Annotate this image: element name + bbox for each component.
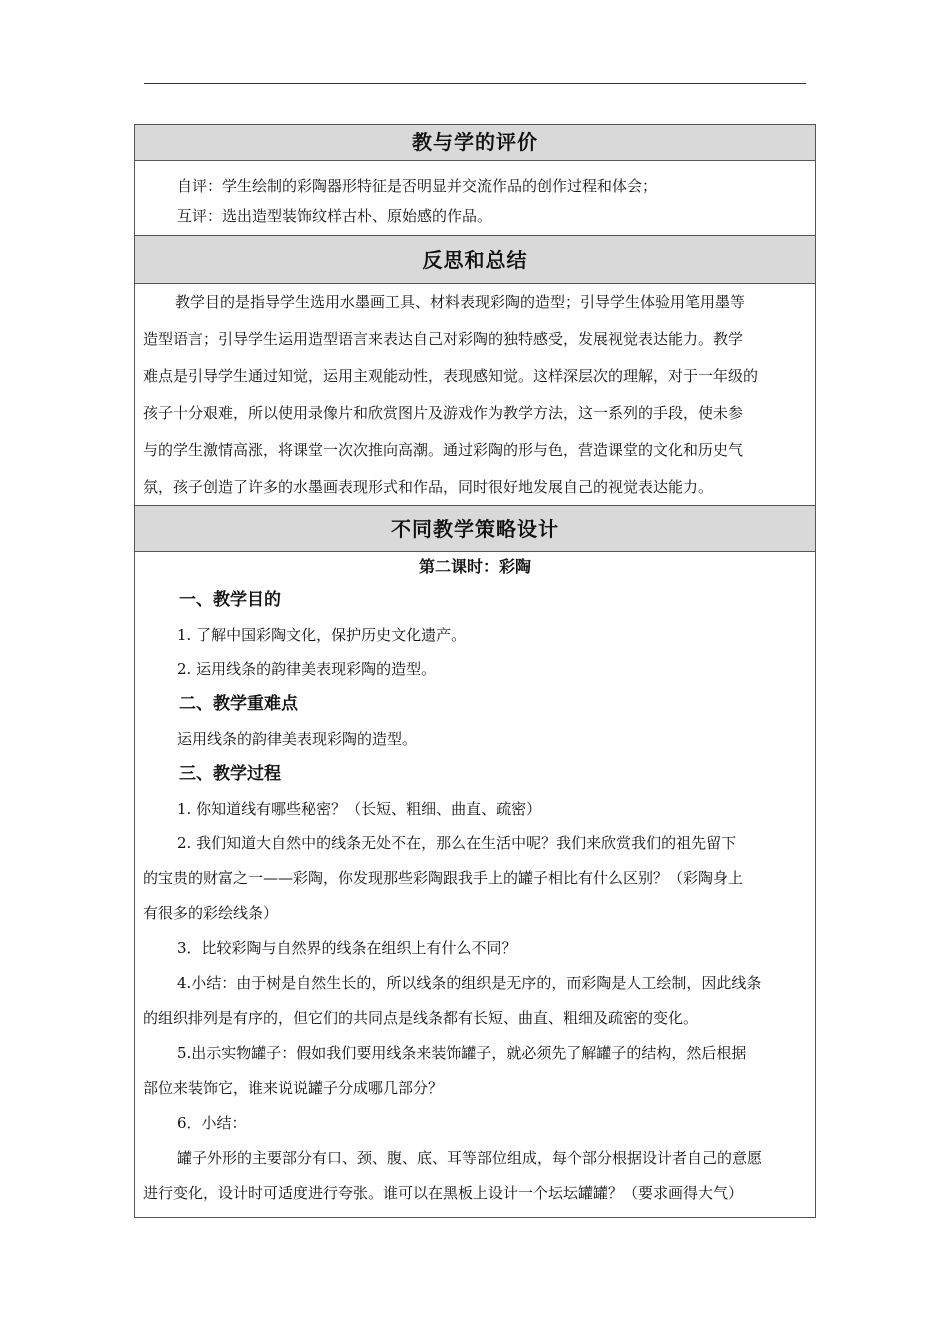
process-step-4: 4.小结：由于树是自然生长的，所以线条的组织是无序的，而彩陶是人工绘制，因此线条 [177,974,762,992]
process-step-6: 6．小结： [177,1114,247,1132]
process-step-5: 5.出示实物罐子：假如我们要用线条来装饰罐子，就必须先了解罐子的结构，然后根据 [177,1044,747,1062]
process-step-5: 部位来装饰它，谁来说说罐子分成哪几部分？ [143,1079,444,1097]
section-body-evaluation [135,161,815,236]
objective-item: 2. 运用线条的韵律美表现彩陶的造型。 [177,660,437,678]
reflection-line: 与的学生激情高涨，将课堂一次次推向高潮。通过彩陶的形与色，营造课堂的文化和历史气 [143,441,744,459]
reflection-line: 造型语言；引导学生运用造型语言来表达自己对彩陶的独特感受，发展视觉表达能力。教学 [143,330,744,348]
process-step-2: 有很多的彩绘线条） [143,904,279,922]
header-rule [144,83,806,84]
heading-key-points: 二、教学重难点 [179,694,298,714]
process-step-1: 1. 你知道线有哪些秘密？（长短、粗细、曲直、疏密） [177,800,542,818]
objective-item: 1. 了解中国彩陶文化，保护历史文化遗产。 [177,626,467,644]
reflection-line: 氛，孩子创造了许多的水墨画表现形式和作品，同时很好地发展自己的视觉表达能力。 [143,478,714,496]
process-step-2: 的宝贵的财富之一——彩陶，你发现那些彩陶跟我手上的罐子相比有什么区别？（彩陶身上 [143,869,744,887]
peer-evaluation: 互评：选出造型装饰纹样古朴、原始感的作品。 [177,207,493,225]
section-header-strategy: 不同教学策略设计 [135,506,815,552]
reflection-line: 教学目的是指导学生选用水墨画工具、材料表现彩陶的造型；引导学生体验用笔用墨等 [175,293,746,311]
self-evaluation: 自评：学生绘制的彩陶器形特征是否明显并交流作品的创作过程和体会； [177,177,658,195]
reflection-line: 孩子十分艰难，所以使用录像片和欣赏图片及游戏作为教学方法，这一系列的手段，使未参 [143,404,744,422]
lesson-subtitle: 第二课时：彩陶 [418,557,531,576]
reflection-line: 难点是引导学生通过知觉，运用主观能动性，表现感知觉。这样深层次的理解，对于一年级的 [143,367,759,385]
summary-line: 罐子外形的主要部分有口、颈、腹、底、耳等部位组成，每个部分根据设计者自己的意愿 [177,1149,763,1167]
summary-line: 进行变化，设计时可适度进行夸张。谁可以在黑板上设计一个坛坛罐罐？（要求画得大气） [143,1184,744,1202]
section-header-reflection: 反思和总结 [135,236,815,284]
key-point-text: 运用线条的韵律美表现彩陶的造型。 [177,730,418,748]
process-step-4: 的组织排列是有序的，但它们的共同点是线条都有长短、曲直、粗细及疏密的变化。 [143,1009,699,1027]
section-body-reflection [135,284,815,506]
heading-objectives: 一、教学目的 [179,590,281,610]
section-body-strategy [135,552,815,1217]
lesson-table [134,124,816,1218]
process-step-2: 2. 我们知道大自然中的线条无处不在，那么在生活中呢？我们来欣赏我们的祖先留下 [177,834,737,852]
process-step-3: 3．比较彩陶与自然界的线条在组织上有什么不同？ [177,939,517,957]
section-header-evaluation: 教与学的评价 [135,125,815,161]
heading-process: 三、教学过程 [179,764,281,784]
